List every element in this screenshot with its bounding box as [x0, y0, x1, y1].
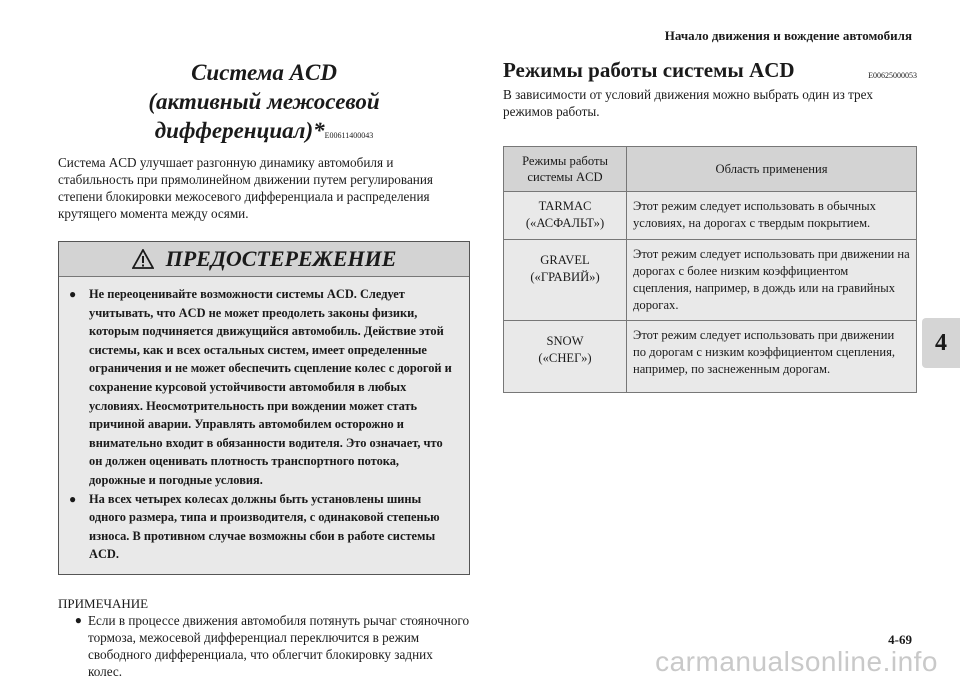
modes-table: [503, 146, 917, 393]
mode-name: TARMAC: [538, 199, 592, 213]
note-item-text: Если в процессе движения автомобиля потянуть рычаг стояночного тормоза, межосевой дифференциал переключится в режим свободного дифференциала, что облегчит блокировку задних колес.: [88, 612, 470, 679]
warning-item-text: Не переоценивайте возможности системы ACD. Следует учитывать, что ACD не может преодолеть законы физики, которым подчиняется движущийся автомобиль. Действие этой системы, как и всех остальных систем, имеет определенные ограничения и не может обеспечить сцепление колес с дорогой и сохранение курсовой устойчивости автомобиля в любых условиях. Неосмотрительность при вождении может стать причиной аварии. Управлять автомобилем осторожно и внимательно входит в обязанности водителя. Это означает, что он должен оценивать плотность транспортного потока, дорожные и погодные условия.: [89, 287, 452, 487]
right-column: [503, 58, 917, 393]
section-title: [58, 58, 470, 150]
watermark: carmanualsonline.info: [655, 646, 938, 677]
note-heading: ПРИМЕЧАНИЕ: [58, 595, 149, 611]
section-title-line1: Система ACD: [191, 60, 337, 85]
table-header-mode: Режимы работы системы ACD: [504, 147, 627, 192]
warning-header: [59, 242, 469, 277]
table-header-application: Область применения: [627, 147, 917, 192]
warning-body: [59, 277, 469, 574]
mode-cell: [504, 192, 627, 240]
section-code: E00611400043: [324, 131, 374, 140]
mode-cell: [504, 240, 627, 321]
mode-name-ru: («СНЕГ»): [538, 351, 592, 365]
warning-box: [58, 241, 470, 575]
mode-description: Этот режим следует использовать при движении на дорогах с более низким коэффициентом сцепления, например, в дождь или на гравийных дорогах.: [627, 240, 917, 321]
table-row: [504, 321, 917, 393]
modes-intro: В зависимости от условий движения можно выбрать один из трех режимов работы.: [503, 87, 873, 119]
mode-description: Этот режим следует использовать при движении по дорогам с низким коэффициентом сцепления, например, по заснеженным дорогам.: [627, 321, 917, 393]
mode-name-ru: («АСФАЛЬТ»): [525, 216, 605, 230]
table-row: [504, 240, 917, 321]
warning-heading: ПРЕДОСТЕРЕЖЕНИЕ: [165, 246, 397, 271]
warning-triangle-icon: [132, 249, 154, 269]
bullet-dot-icon: ●: [69, 491, 77, 506]
mode-name: SNOW: [546, 334, 584, 348]
mode-description: Этот режим следует использовать в обычных условиях, на дорогах с твердым покрытием.: [627, 192, 917, 240]
mode-name-ru: («ГРАВИЙ»): [530, 270, 600, 284]
table-row: [504, 192, 917, 240]
note-item: [58, 612, 470, 680]
intro-paragraph: Система ACD улучшает разгонную динамику автомобиля и стабильность при прямолинейном движении путем регулирования степени блокировки межосевого дифференциала и распределения крутящего момента между осями.: [58, 155, 433, 221]
mode-name: GRAVEL: [540, 253, 590, 267]
page-number: 4-69: [888, 632, 912, 647]
warning-item: [69, 285, 455, 490]
warning-item-text: На всех четырех колесах должны быть установлены шины одного размера, типа и производителя, с одинаковой степенью износа. В противном случае возможны сбои в работе системы ACD.: [89, 491, 440, 562]
modes-title: Режимы работы системы ACD: [503, 58, 795, 82]
modes-code: E00625000053: [868, 71, 917, 80]
table-header-row: [504, 147, 917, 192]
modes-title-row: [503, 58, 917, 82]
section-title-line2: (активный межосевой дифференциал)*: [148, 89, 380, 143]
warning-item: [69, 490, 455, 564]
chapter-tab: 4: [922, 318, 960, 368]
mode-cell: [504, 321, 627, 393]
bullet-dot-icon: ●: [69, 287, 77, 301]
running-header: Начало движения и вождение автомобиля: [664, 28, 912, 43]
bullet-dot-icon: ●: [74, 612, 82, 627]
left-column: [58, 58, 470, 680]
